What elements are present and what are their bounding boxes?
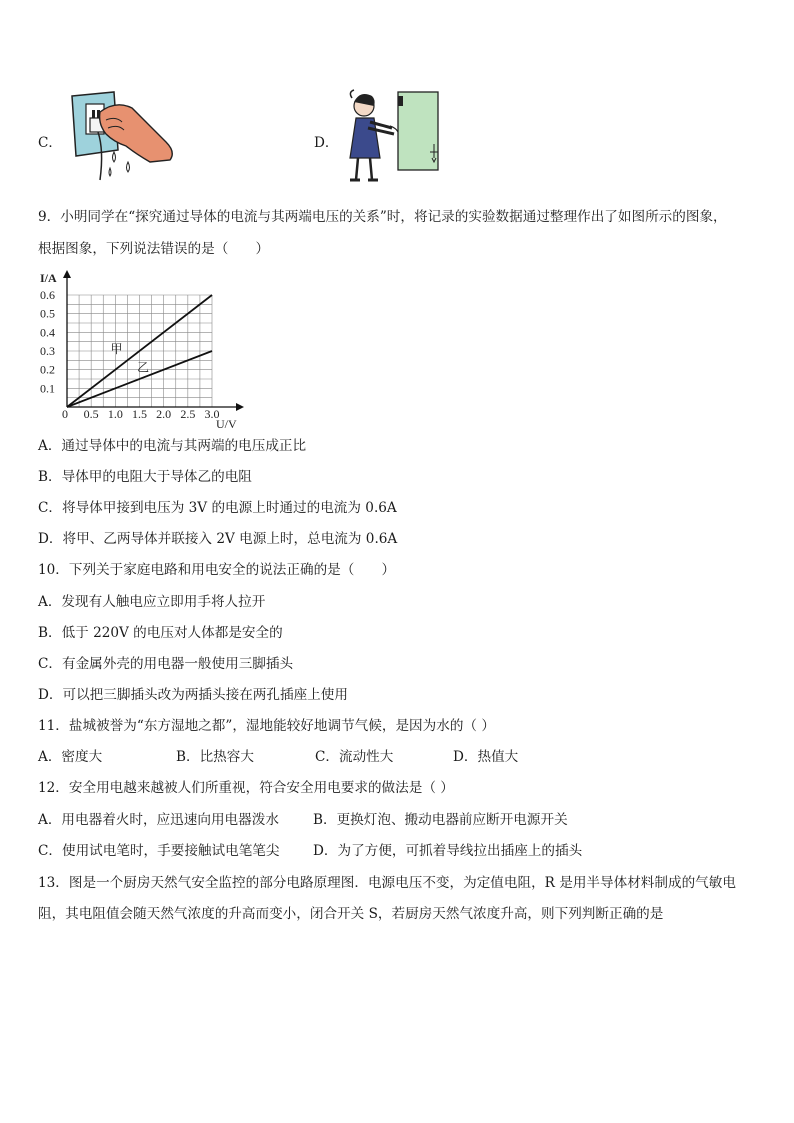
y-tick-label: 0.5 xyxy=(40,306,55,321)
origin-label: 0 xyxy=(62,407,68,421)
x-tick-label: 1.0 xyxy=(107,407,123,421)
x-tick-label: 2.0 xyxy=(156,407,172,421)
q8-option-c-label: C． xyxy=(38,135,62,151)
q11-option-c: C．流动性大 xyxy=(315,749,394,765)
x-tick-label: 1.5 xyxy=(132,407,147,421)
y-tick-label: 0.3 xyxy=(40,344,55,358)
q11-option-d: D．热值大 xyxy=(453,749,519,765)
q9-stem-line1: 9．小明同学在“探究通过导体的电流与其两端电压的关系”时，将记录的实验数据通过整理作出了如图所示的图象， xyxy=(38,209,727,225)
q9-option-d: D．将甲、乙两导体并联接入 2V 电源上时，总电流为 0.6A xyxy=(38,531,398,547)
q12-option-b: B．更换灯泡、搬动电器前应断开电源开关 xyxy=(313,812,568,828)
girl-with-wet-hands-at-switch-icon xyxy=(340,88,444,188)
y-tick-label: 0.4 xyxy=(40,325,55,340)
q9-stem-line2: 根据图象，下列说法错误的是（ ） xyxy=(38,241,270,257)
q12-stem: 12．安全用电越来越被人们所重视，符合安全用电要求的做法是（ ） xyxy=(38,780,454,796)
q10-option-d: D．可以把三脚插头改为两插头接在两孔插座上使用 xyxy=(38,687,348,703)
series-label-jia: 甲 xyxy=(110,341,123,356)
y-tick-label: 0.1 xyxy=(40,381,55,396)
x-axis-label: U/V xyxy=(216,417,237,430)
x-tick-label: 0.5 xyxy=(83,407,99,421)
q10-option-c: C．有金属外壳的用电器一般使用三脚插头 xyxy=(38,656,294,672)
q9-option-a: A．通过导体中的电流与其两端的电压成正比 xyxy=(38,438,307,454)
x-axis-arrow xyxy=(236,403,244,411)
q12-option-d: D．为了方便，可抓着导线拉出插座上的插头 xyxy=(313,843,583,859)
q10-option-b: B．低于 220V 的电压对人体都是安全的 xyxy=(38,625,283,641)
y-tick-label: 0.2 xyxy=(40,362,55,377)
series-label-yi: 乙 xyxy=(137,360,150,375)
q13-stem-line2: 阻，其电阻值会随天然气浓度的升高而变小，闭合开关 S，若厨房天然气浓度升高，则下列判断正确的是 xyxy=(38,906,664,922)
q11-option-a: A．密度大 xyxy=(38,749,103,765)
y-axis-label: I/A xyxy=(40,271,57,285)
q10-option-a: A．发现有人触电应立即用手将人拉开 xyxy=(38,594,266,610)
q8-option-d-label: D． xyxy=(314,135,339,151)
q11-stem: 11．盐城被誉为“东方湿地之都”，湿地能较好地调节气候，是因为水的（ ） xyxy=(38,718,495,734)
q11-option-b: B．比热容大 xyxy=(176,749,254,765)
q10-stem: 10．下列关于家庭电路和用电安全的说法正确的是（ ） xyxy=(38,562,396,578)
q9-option-b: B．导体甲的电阻大于导体乙的电阻 xyxy=(38,469,252,485)
q9-option-c: C．将导体甲接到电压为 3V 的电源上时通过的电流为 0.6A xyxy=(38,500,397,516)
current-voltage-chart xyxy=(36,264,246,430)
x-tick-label: 3.0 xyxy=(204,407,220,421)
x-tick-label: 2.5 xyxy=(180,407,196,421)
q13-stem-line1: 13．图是一个厨房天然气安全监控的部分电路原理图．电源电压不变，为定值电阻，R 是用半导体材料制成的气敏电 xyxy=(38,875,736,891)
wet-hand-plug-icon xyxy=(66,90,178,182)
y-axis-arrow xyxy=(63,270,71,278)
q12-option-c: C．使用试电笔时，手要接触试电笔笔尖 xyxy=(38,843,280,859)
y-tick-label: 0.6 xyxy=(40,288,55,302)
q12-option-a: A．用电器着火时，应迅速向用电器泼水 xyxy=(38,812,279,828)
